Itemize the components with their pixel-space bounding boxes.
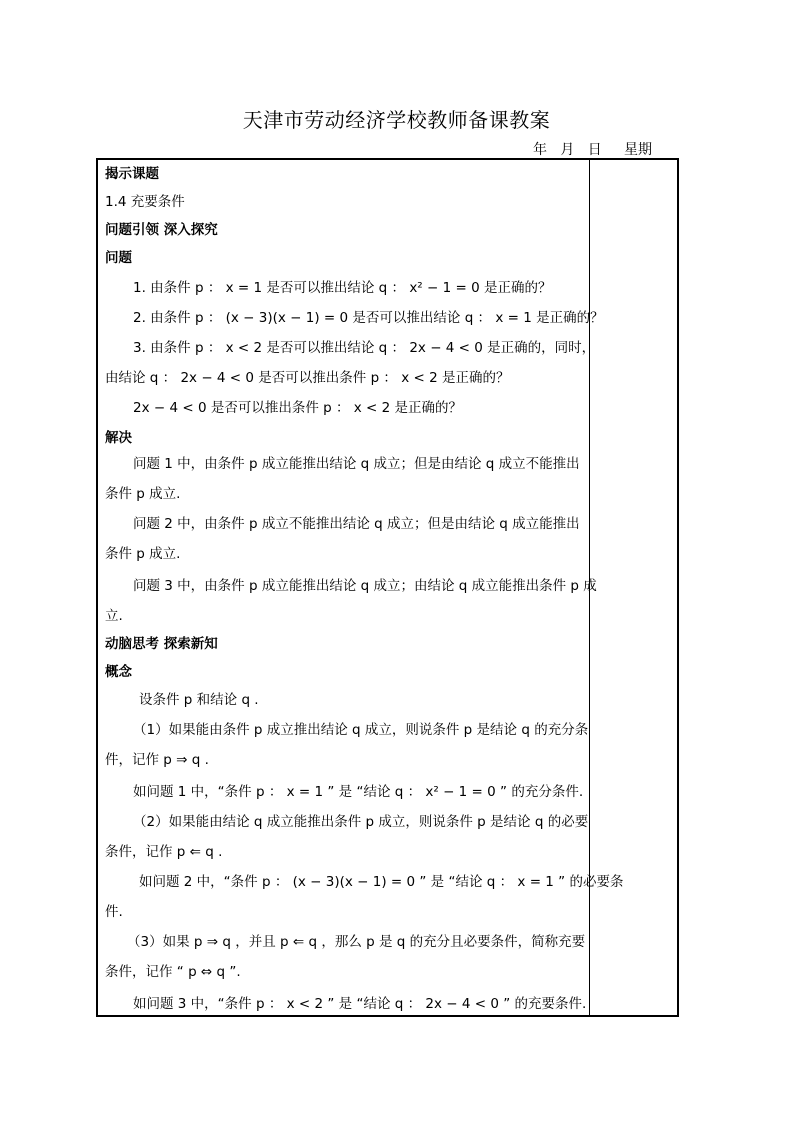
concept-3: （3）如果 p ⇒ q ，并且 p ⇐ q ，那么 p 是 q 的充分且必要条件，简称充要 [127, 934, 586, 950]
solution-3-continued: 立. [105, 608, 123, 624]
solution-2-continued: 条件 p 成立. [105, 546, 181, 562]
example-2: 如问题 2 中，“条件 p ： (x − 3)(x − 1) = 0 ” 是 “结论 q ： x = 1 ” 的必要条 [139, 874, 624, 890]
section-heading: 解决 [105, 430, 132, 446]
question-1: 1. 由条件 p ： x = 1 是否可以推出结论 q ： x² − 1 = 0 是正确的？ [133, 280, 552, 296]
concept-intro: 设条件 p 和结论 q . [139, 692, 259, 708]
lesson-topic: 1.4 充要条件 [105, 194, 185, 210]
example-1: 如问题 1 中，“条件 p ： x = 1 ” 是 “结论 q ： x² − 1 = 0 ” 的充分条件. [133, 784, 584, 800]
section-heading: 概念 [105, 664, 132, 680]
concept-2: （2）如果能由结论 q 成立能推出条件 p 成立，则说条件 p 是结论 q 的必要 [133, 814, 589, 830]
question-3-repeat: 2x − 4 < 0 是否可以推出条件 p ： x < 2 是正确的？ [133, 400, 463, 416]
page-title: 天津市劳动经济学校教师备课教案 [242, 108, 551, 132]
example-3: 如问题 3 中，“条件 p ： x < 2 ” 是 “结论 q ： 2x − 4 < 0 ” 的充要条件. [133, 996, 587, 1012]
solution-1: 问题 1 中，由条件 p 成立能推出结论 q 成立；但是由结论 q 成立不能推出 [133, 456, 580, 472]
example-2-continued: 件. [105, 904, 123, 920]
section-heading: 动脑思考 探索新知 [105, 636, 218, 652]
question-3: 3. 由条件 p ： x < 2 是否可以推出结论 q ： 2x − 4 < 0 是正确的，同时， [133, 340, 596, 356]
question-2: 2. 由条件 p ： (x − 3)(x − 1) = 0 是否可以推出结论 q ： x = 1 是正确的？ [133, 310, 604, 326]
concept-1: （1）如果能由条件 p 成立推出结论 q 成立，则说条件 p 是结论 q 的充分条 [133, 722, 589, 738]
concept-2-continued: 条件，记作 p ⇐ q . [105, 844, 223, 860]
concept-3-continued: 条件，记作 “ p ⇔ q ”. [105, 964, 241, 980]
solution-2: 问题 2 中，由条件 p 成立不能推出结论 q 成立；但是由结论 q 成立能推出 [133, 516, 580, 532]
section-heading: 问题 [105, 250, 132, 266]
date-line: 年 月 日 星期 [533, 142, 652, 158]
solution-3: 问题 3 中，由条件 p 成立能推出结论 q 成立；由结论 q 成立能推出条件 p 成 [133, 578, 597, 594]
solution-1-continued: 条件 p 成立. [105, 486, 181, 502]
question-3-continued: 由结论 q ： 2x − 4 < 0 是否可以推出条件 p ： x < 2 是正确的？ [105, 370, 510, 386]
section-heading: 问题引领 深入探究 [105, 222, 218, 238]
lesson-table [96, 158, 679, 1017]
section-heading: 揭示课题 [105, 166, 159, 182]
concept-1-continued: 件，记作 p ⇒ q . [105, 752, 209, 768]
